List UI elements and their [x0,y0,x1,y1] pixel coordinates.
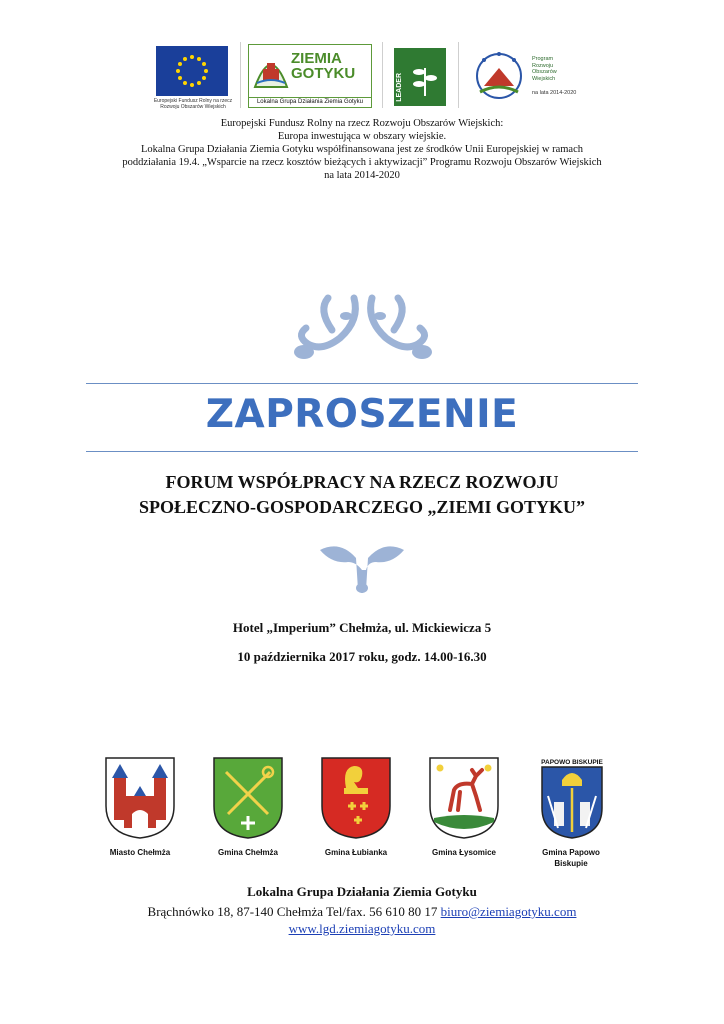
lysomice-crest-icon [428,756,500,840]
website-link[interactable]: www.lgd.ziemiagotyku.com [288,921,436,936]
ziemia-gotyku-logo [248,44,372,108]
divider-line [86,383,638,384]
funding-line: Europa inwestująca w obszary wiejskie. [277,131,447,142]
divider-line [86,451,638,452]
invitation-headline: ZAPROSZENIE [205,392,519,437]
lubianka-crest-icon [320,756,392,840]
prow-logo [468,42,586,108]
event-datetime: 10 października 2017 roku, godz. 14.00-16.30 [237,649,487,664]
funding-line: na lata 2014-2020 [324,170,400,181]
footer-address: Brąchnówko 18, 87-140 Chełmża Tel/fax. 56 610 80 17 [147,904,441,919]
ziemia-gotyku-caption: Lokalna Grupa Działania Ziemia Gotyku [249,97,371,107]
crest-label: Miasto Chełmża [109,848,171,857]
forum-title [62,470,662,520]
floral-ornament-icon [288,290,438,374]
papowo-biskupie-crest-icon [540,756,612,840]
leader-logo [394,48,446,106]
prow-title: Program Rozwoju Obszarów Wiejskich [532,56,557,82]
eu-flag-icon [156,46,228,96]
leader-label: LEADER [396,73,403,102]
crest-label: Gmina Chełmża [217,848,278,857]
funding-line: Lokalna Grupa Działania Ziemia Gotyku współfinansowana jest ze środków Unii Europejskiej w ramach [140,144,584,155]
footer-organization: Lokalna Grupa Działania Ziemia Gotyku [247,884,477,899]
funding-line: Europejski Fundusz Rolny na rzecz Rozwoju Obszarów Wiejskich: [220,118,504,129]
forum-title-line: SPOŁECZNO-GOSPODARCZEGO „ZIEMI GOTYKU” [138,497,586,517]
svg-text:PAPOWO BISKUPIE: PAPOWO BISKUPIE [541,759,603,766]
chelmza-commune-crest-icon [212,756,284,840]
footer-address-line [62,904,662,920]
prow-years: na lata 2014-2020 [532,90,577,96]
funding-line: poddziałania 19.4. „Wsparcie na rzecz kosztów bieżących i aktywizacji” Programu Rozwoju Obszarów Wiejskich [122,157,602,168]
leaf-icon [408,58,442,98]
crest-label: Gmina Łysomice [431,848,497,857]
email-link[interactable]: biuro@ziemiagotyku.com [440,904,577,919]
ziemia-gotyku-title: ZIEMIA GOTYKU [291,50,356,82]
logo-divider [458,42,459,108]
funding-note [60,117,664,182]
logo-divider [382,42,383,108]
fleuron-ornament-icon [316,540,408,596]
header-logos [150,42,590,112]
logo-divider [240,42,241,108]
crest-label: Gmina Papowo Biskupie [542,848,600,868]
prow-emblem-icon [470,48,528,104]
forum-title-line: FORUM WSPÓŁPRACY NA RZECZ ROZWOJU [165,472,559,492]
footer-website-line [62,921,662,937]
eu-fund-caption: Europejski Fundusz Rolny na rzecz Rozwoju Obszarów Wiejskich [153,98,233,110]
chelmza-city-crest-icon [104,756,176,840]
crest-label: Gmina Łubianka [324,848,388,857]
castle-icon [253,49,289,89]
event-venue: Hotel „Imperium” Chełmża, ul. Mickiewicza 5 [232,620,492,635]
